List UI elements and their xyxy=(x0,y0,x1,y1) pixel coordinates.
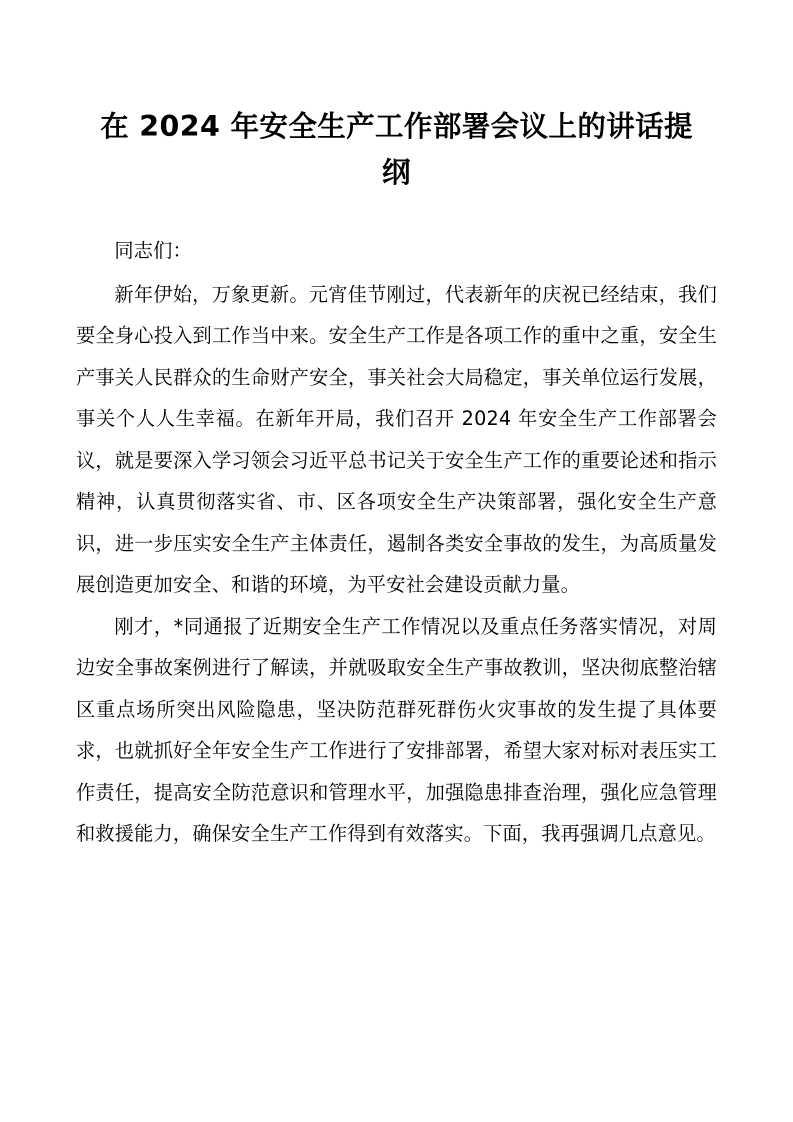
page-title: 在 2024 年安全生产工作部署会议上的讲话提纲 xyxy=(100,110,693,189)
salutation: 同志们： xyxy=(114,239,192,262)
paragraph-1: 新年伊始，万象更新。元宵佳节刚过，代表新年的庆祝已经结束，我们要全身心投入到工作当中来。安全生产工作是各项工作的重中之重，安全生产事关人民群众的生命财产安全，事关社会大局稳定，事关单位运行发展，事关个人人生幸福。在新年开局，我们召开 2024 年安全生产工作部署会议，就是要深入学习领会习近平总书记关于安全生产工作的重要论述和指示精神，认真贯彻落实省、市、区各项安全生产决策部署，强化安全生产意识，进一步压实安全生产主体责任，遏制各类安全事故的发生，为高质量发展创造更加安全、和谐的环境，为平安社会建设贡献力量。 xyxy=(76,282,717,596)
paragraph-2: 刚才，*同通报了近期安全生产工作情况以及重点任务落实情况，对周边安全事故案例进行了解读，并就吸取安全生产事故教训，坚决彻底整治辖区重点场所突出风险隐患，坚决防范群死群伤火灾事故的发生提了具体要求，也就抓好全年安全生产工作进行了安排部署，希望大家对标对表压实工作责任，提高安全防范意识和管理水平，加强隐患排查治理，强化应急管理和救援能力，确保安全生产工作得到有效落实。下面，我再强调几点意见。 xyxy=(76,614,717,845)
